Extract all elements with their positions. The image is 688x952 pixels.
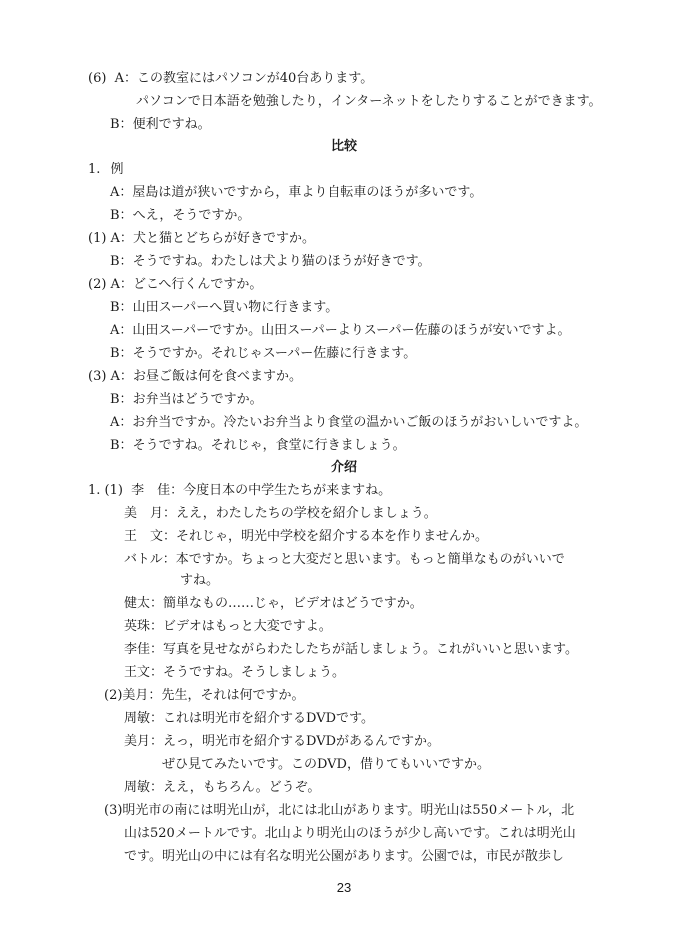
line — [88, 70, 373, 88]
line — [110, 207, 250, 225]
dialogue-text: どこへ行くんですか。 — [132, 277, 263, 292]
paragraph-text: 明光市の南には明光山が，北には北山があります。明光山は550メートル，北 — [122, 803, 575, 818]
line — [124, 733, 440, 751]
speaker-label: A： — [110, 185, 133, 200]
dialogue-text: 便利ですね。 — [132, 117, 211, 132]
dialogue-text: 本ですか。ちょっと大変だと思います。もっと簡単なものがいいで — [175, 552, 565, 567]
speaker-label: B： — [110, 117, 133, 132]
watermark — [193, 634, 277, 721]
dialogue-text: そうですね。わたしは犬より猫のほうが好きです。 — [132, 254, 431, 269]
dialogue-text: 犬と猫とどちらが好きですか。 — [132, 231, 315, 246]
line — [88, 230, 315, 248]
line — [110, 299, 338, 317]
paragraph-text: 山は520メートルです。北山より明光山のほうが少し高いです。これは明光山 — [124, 826, 576, 841]
item-number: (3) — [104, 803, 123, 818]
dialogue-text: えっ，明光市を紹介するDVDがあるんですか。 — [163, 734, 441, 749]
speaker-label: 周敏： — [124, 780, 164, 795]
speaker-label: B： — [110, 392, 133, 407]
item-number: (6) — [88, 71, 107, 86]
dialogue-text: お昼ご飯は何を食べますか。 — [132, 369, 302, 384]
dialogue-text: そうですね。それじゃ，食堂に行きましょう。 — [132, 438, 406, 453]
dialogue-text: 簡単なもの……じゃ，ビデオはどうですか。 — [163, 596, 423, 611]
speaker-label: 李佳： — [124, 642, 164, 657]
dialogue-text: 屋島は道が狭いですから，車より自転車のほうが多いです。 — [132, 185, 483, 200]
line — [124, 528, 488, 546]
dialogue-text: へえ，そうですか。 — [132, 208, 251, 223]
item-number: (1) A： — [88, 231, 133, 246]
speaker-label: 英珠： — [124, 619, 164, 634]
line — [88, 161, 124, 179]
line — [162, 756, 490, 774]
line — [124, 551, 565, 569]
line — [110, 391, 263, 409]
dialogue-text: 今度日本の中学生たちが来ますね。 — [183, 483, 392, 498]
speaker-label: 健太： — [124, 596, 164, 611]
dialogue-text: お弁当はどうですか。 — [132, 392, 263, 407]
speaker-label: 王 文： — [124, 529, 177, 544]
dialogue-text: 写真を見せながらわたしたちが話しましょう。これがいいと思います。 — [163, 642, 578, 657]
speaker-label: バトル： — [124, 552, 176, 567]
dialogue-text: 先生，それは何ですか。 — [161, 688, 305, 703]
section-heading: 比较 — [330, 139, 357, 154]
dialogue-text: 山田スーパーへ買い物に行きます。 — [132, 300, 339, 315]
page-number: 23 — [336, 880, 352, 895]
line — [104, 802, 574, 820]
dialogue-text: そうですね。そうしましょう。 — [163, 665, 346, 680]
speaker-label: 王文： — [124, 665, 164, 680]
line — [110, 253, 431, 271]
line — [110, 437, 406, 455]
dialogue-text: これは明光市を紹介するDVDです。 — [163, 711, 374, 726]
item-number: 1. — [88, 162, 101, 177]
dialogue-text: ぜひ見てみたいです。このDVD，借りてもいいですか。 — [162, 757, 490, 772]
dialogue-text: ええ，もちろん。どうぞ。 — [163, 780, 321, 795]
paragraph-text: です。明光山の中には有名な明光公園があります。公園では，市民が散歩し — [124, 849, 564, 864]
line — [124, 505, 437, 523]
line — [124, 848, 564, 866]
example-label: 例 — [110, 162, 124, 177]
dialogue-text: この教室にはパソコンが40台あります。 — [136, 71, 374, 86]
dialogue-text: そうですか。それじゃスーパー佐藤に行きます。 — [132, 346, 417, 361]
line — [88, 482, 391, 500]
item-number: (2) — [104, 688, 123, 703]
dialogue-text: ビデオはもっと大変ですよ。 — [163, 619, 332, 634]
dialogue-text: 山田スーパーですか。山田スーパーよりスーパー佐藤のほうが安いですよ。 — [132, 323, 571, 338]
dialogue-text: すね。 — [180, 573, 220, 588]
item-number: (3) A： — [88, 369, 133, 384]
speaker-label: 周敏： — [124, 711, 164, 726]
speaker-label: A： — [110, 323, 133, 338]
line — [124, 779, 320, 797]
dialogue-text: パソコンで日本語を勉強したり，インターネットをしたりすることができます。 — [136, 94, 602, 109]
line — [110, 345, 416, 363]
speaker-label: 美 月： — [124, 506, 177, 521]
line — [110, 116, 211, 134]
line — [124, 595, 423, 613]
line — [180, 572, 219, 590]
line — [136, 93, 602, 111]
dialogue-text: ええ，わたしたちの学校を紹介しましょう。 — [176, 506, 437, 521]
line — [88, 276, 262, 294]
item-number: (2) A： — [88, 277, 133, 292]
line — [124, 618, 332, 636]
speaker-label: 李 佳： — [131, 483, 184, 498]
line — [110, 184, 482, 202]
speaker-label: B： — [110, 208, 133, 223]
speaker-label: B： — [110, 254, 133, 269]
line — [110, 322, 571, 340]
line — [124, 641, 578, 659]
speaker-label: B： — [110, 300, 133, 315]
dialogue-text: お弁当ですか。冷たいお弁当より食堂の温かいご飯のほうがおいしいですよ。 — [132, 415, 588, 430]
speaker-label: B： — [110, 346, 133, 361]
speaker-label: 美月： — [124, 734, 164, 749]
line — [110, 414, 587, 432]
line — [124, 710, 374, 728]
speaker-label: A： — [110, 415, 133, 430]
line — [124, 825, 576, 843]
dialogue-text: それじゃ，明光中学校を紹介する本を作りませんか。 — [176, 529, 489, 544]
speaker-label: B： — [110, 438, 133, 453]
section-heading: 介绍 — [330, 460, 357, 475]
speaker-label: A： — [114, 71, 137, 86]
speaker-label: 美月： — [122, 688, 162, 703]
item-number: 1. (1) — [88, 483, 123, 498]
line — [88, 368, 302, 386]
